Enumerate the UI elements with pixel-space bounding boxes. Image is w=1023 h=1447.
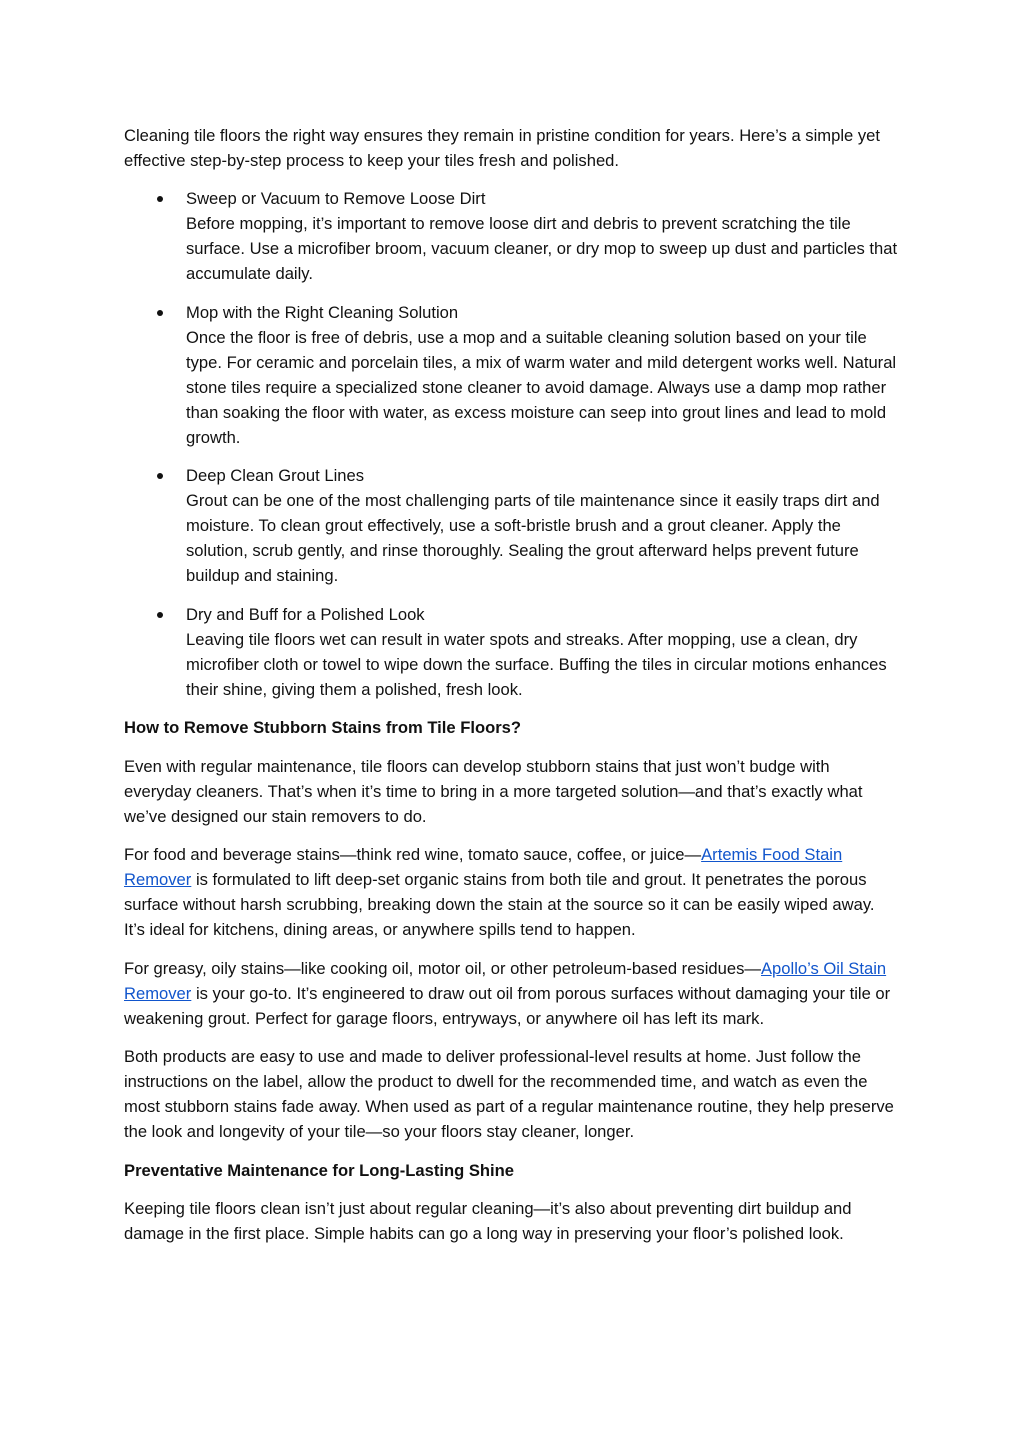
step-body: Grout can be one of the most challenging parts of tile maintenance since it easily traps dirt and moisture. To clean grout effectively, use a soft-bristle brush and a grout cleaner. Apply the solution, scrub gently, and rinse thoroughly. Sealing the grout afterward helps prevent future buildup and staining. (186, 491, 880, 585)
bullet-icon (155, 602, 175, 627)
step-title: Dry and Buff for a Polished Look (186, 604, 425, 624)
list-item (124, 463, 899, 588)
list-item (124, 300, 899, 450)
step-body: Once the floor is free of debris, use a mop and a suitable cleaning solution based on your tile type. For ceramic and porcelain tiles, a mix of warm water and mild detergent works well. Natural stone tiles require a specialized stone cleaner to avoid damage. Always use a damp mop rather than soaking the floor with water, as excess moisture can seep into grout lines and lead to mold growth. (186, 327, 897, 447)
cleaning-steps-list (124, 186, 899, 702)
step-title: Deep Clean Grout Lines (186, 466, 365, 485)
step-title: Mop with the Right Cleaning Solution (186, 302, 459, 322)
bullet-icon (155, 463, 175, 488)
bullet-icon (155, 186, 175, 211)
food-stain-text-before: For food and beverage stains—think red wine, tomato sauce, coffee, or juice— (124, 845, 702, 864)
preventative-paragraph: Keeping tile floors clean isn’t just about regular cleaning—it’s also about preventing dirt buildup and damage in the first place. Simple habits can go a long way in preserving your floor’s polished look. (124, 1199, 852, 1243)
step-body: Leaving tile floors wet can result in water spots and streaks. After mopping, use a clean, dry microfiber cloth or towel to wipe down the surface. Buffing the tiles in circular motions enhances their shine, giving them a polished, fresh look. (186, 629, 887, 699)
document-page (124, 123, 899, 1260)
stains-heading: How to Remove Stubborn Stains from Tile Floors? (124, 718, 522, 737)
intro-paragraph: Cleaning tile floors the right way ensures they remain in pristine condition for years. Here’s a simple yet effective step-by-step process to keep your tiles fresh and polished. (124, 126, 880, 170)
oil-stain-paragraph (124, 956, 899, 1031)
food-stain-text-after: is formulated to lift deep-set organic stains from both tile and grout. It penetrates the porous surface without harsh scrubbing, breaking down the stain at the source so it can be easily wiped away. It’s ideal for kitchens, dining areas, or anywhere spills tend to happen. (124, 870, 875, 939)
artemis-food-stain-remover-link[interactable]: Artemis Food Stain Remover (124, 845, 843, 889)
list-item (124, 602, 899, 702)
step-body: Before mopping, it’s important to remove loose dirt and debris to prevent scratching the tile surface. Use a microfiber broom, vacuum cleaner, or dry mop to sweep up dust and particles that accumulate daily. (186, 214, 898, 283)
bullet-icon (155, 300, 175, 325)
oil-stain-text-after: is your go-to. It’s engineered to draw out oil from porous surfaces without damaging your tile or weakening grout. Perfect for garage floors, entryways, or anywhere oil has left its mark. (124, 983, 891, 1028)
food-stain-paragraph (124, 842, 899, 942)
oil-stain-text-before: For greasy, oily stains—like cooking oil, motor oil, or other petroleum-based residues— (124, 958, 761, 978)
list-item (124, 186, 899, 286)
preventative-heading: Preventative Maintenance for Long-Lasting Shine (124, 1160, 515, 1180)
step-title: Sweep or Vacuum to Remove Loose Dirt (186, 189, 486, 208)
products-usage-paragraph: Both products are easy to use and made to deliver professional-level results at home. Just follow the instructions on the label, allow the product to dwell for the recommended time, and watch as even the most stubborn stains fade away. When used as part of a regular maintenance routine, they help preserve the look and longevity of your tile—so your floors stay cleaner, longer. (124, 1047, 894, 1141)
stains-intro-paragraph: Even with regular maintenance, tile floors can develop stubborn stains that just won’t budge with everyday cleaners. That’s when it’s time to bring in a more targeted solution—and that’s exactly what we’ve designed our stain removers to do. (124, 756, 863, 826)
apollo-oil-stain-remover-link[interactable]: Apollo’s Oil Stain Remover (124, 958, 887, 1003)
